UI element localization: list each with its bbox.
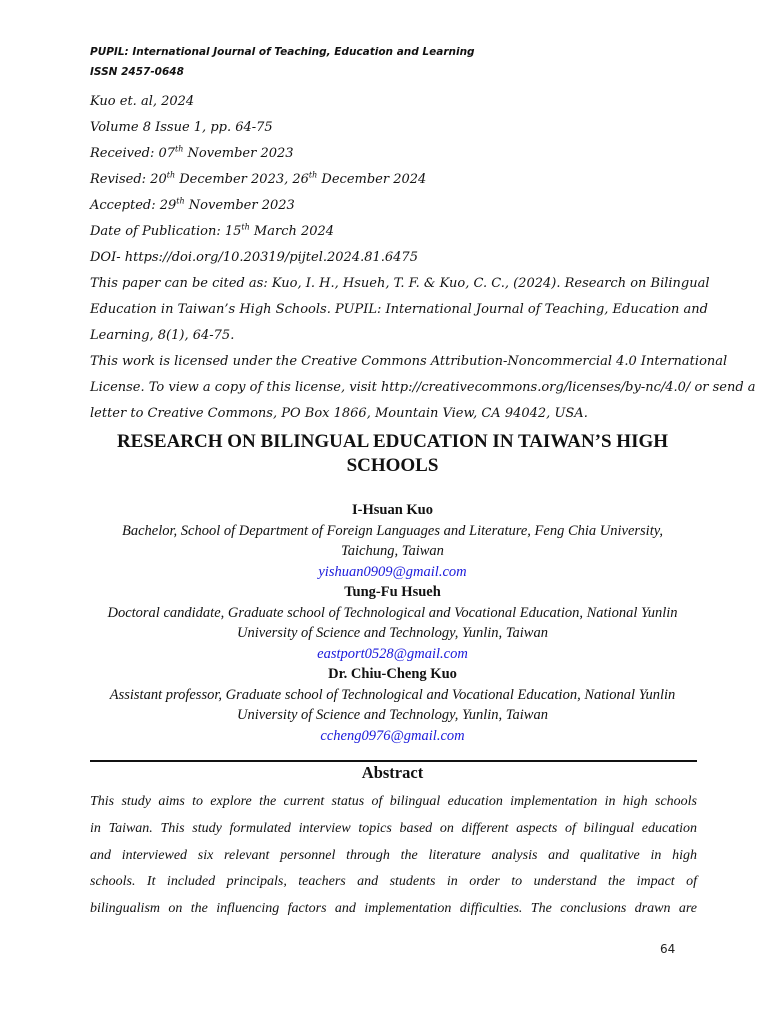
authors-year: Kuo et. al, 2024 <box>90 94 195 109</box>
paper-title <box>90 430 695 478</box>
publication-date: Date of Publication: 15th March 2024 <box>90 222 335 239</box>
author-name: Dr. Chiu-Cheng Kuo <box>328 666 457 682</box>
citation-line: Learning, 8(1), 64-75. <box>90 328 235 343</box>
article-meta <box>90 89 756 427</box>
revised-date: Revised: 20th December 2023, 26th December 2024 <box>90 170 427 187</box>
doi-link[interactable]: DOI- https://doi.org/10.20319/pijtel.2024.81.6475 <box>90 250 418 265</box>
license-line: This work is licensed under the Creative Commons Attribution-Noncommercial 4.0 International <box>90 354 728 369</box>
author-affiliation: Bachelor, School of Department of Foreign Languages and Literature, Feng Chia University, <box>121 522 663 539</box>
abstract-line: This study aims to explore the current status of bilingual education implementation in high schools <box>90 794 697 809</box>
abstract-line: bilingualism on the influencing factors and implementation difficulties. The conclusions drawn are <box>90 901 697 917</box>
license-line: letter to Creative Commons, PO Box 1866, Mountain View, CA 94042, USA. <box>90 406 588 421</box>
volume-issue: Volume 8 Issue 1, pp. 64-75 <box>90 120 273 135</box>
license-line: License. To view a copy of this license, visit http://creativecommons.org/licenses/by-nc/4.0/ or send a <box>90 380 756 395</box>
author-affiliation: Taichung, Taiwan <box>341 543 444 559</box>
author-affiliation: Assistant professor, Graduate school of Technological and Vocational Education, National Yunlin <box>109 686 676 703</box>
abstract-heading: Abstract <box>361 763 424 782</box>
abstract-line: schools. It included principals, teachers and students in order to understand the impact of <box>90 874 697 890</box>
author-name: Tung-Fu Hsueh <box>344 584 441 600</box>
author-name: I-Hsuan Kuo <box>352 502 433 518</box>
section-divider <box>90 760 697 762</box>
received-date: Received: 07th November 2023 <box>90 144 294 161</box>
author-email-link[interactable]: ccheng0976@gmail.com <box>320 727 465 744</box>
journal-issn: ISSN 2457-0648 <box>90 66 184 78</box>
page-number: 64 <box>660 942 676 956</box>
author-email-link[interactable]: eastport0528@gmail.com <box>317 645 468 662</box>
title-line: RESEARCH ON BILINGUAL EDUCATION IN TAIWAN’S HIGH <box>116 431 669 452</box>
author-affiliation: University of Science and Technology, Yunlin, Taiwan <box>237 707 548 723</box>
abstract-line: in Taiwan. This study formulated interview topics based on different aspects of bilingual education <box>90 820 697 836</box>
abstract-body <box>90 789 697 923</box>
journal-title: PUPIL: International Journal of Teaching, Education and Learning <box>90 46 475 58</box>
title-line: SCHOOLS <box>346 455 439 476</box>
accepted-date: Accepted: 29th November 2023 <box>90 196 295 213</box>
abstract-line: and interviewed six relevant personnel through the literature analysis and qualitative in high <box>90 847 697 863</box>
author-affiliation: University of Science and Technology, Yunlin, Taiwan <box>237 625 548 641</box>
author-email-link[interactable]: yishuan0909@gmail.com <box>318 563 467 580</box>
author-affiliation: Doctoral candidate, Graduate school of Technological and Vocational Education, National Yunlin <box>107 604 678 621</box>
author-list <box>90 500 695 746</box>
citation-line: Education in Taiwan’s High Schools. PUPIL: International Journal of Teaching, Education and <box>90 302 708 317</box>
citation-line: This paper can be cited as: Kuo, I. H., Hsueh, T. F. & Kuo, C. C., (2024). Research on Bilingual <box>90 276 710 291</box>
